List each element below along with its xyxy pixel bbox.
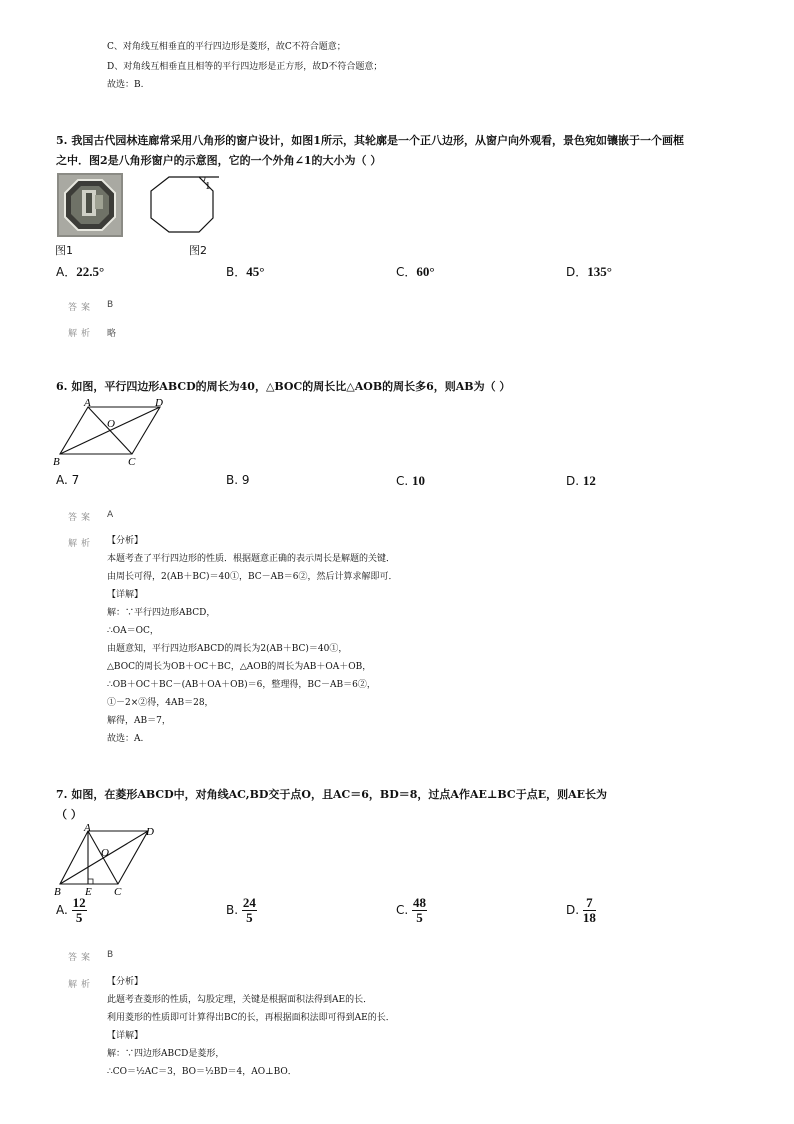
q6-stem: 6. 如图，平行四边形ABCD的周长为40，△BOC的周长比△AOB的周长多6，则AB为（ ） bbox=[56, 380, 511, 393]
q7-analysis-tag: 解析 bbox=[68, 980, 95, 990]
q6-label-d: D bbox=[155, 397, 163, 409]
fraction-numerator: 12 bbox=[72, 895, 86, 910]
q5-option-d[interactable] bbox=[566, 263, 612, 280]
q6-solution-line: ∴OB＋OC＋BC－(AB＋OA＋OB)＝6，整理得，BC－AB＝6②， bbox=[107, 680, 376, 690]
fraction-numerator: 7 bbox=[583, 896, 596, 911]
prev-line-d: D、对角线互相垂直且相等的平行四边形是正方形，故D不符合题意； bbox=[107, 62, 383, 72]
option-letter: B． bbox=[226, 265, 247, 279]
q6-option-b[interactable] bbox=[226, 473, 250, 487]
option-letter: D. bbox=[566, 903, 583, 917]
option-letter: C. bbox=[396, 903, 413, 917]
option-value: 7 bbox=[71, 473, 80, 487]
option-fraction bbox=[412, 896, 427, 925]
option-letter: A. bbox=[56, 903, 72, 917]
q7-solution-line: 利用菱形的性质即可计算得出BC的长，再根据面积法即可得到AE的长． bbox=[107, 1013, 395, 1023]
q6-solution-line: 【分析】 bbox=[107, 536, 144, 546]
q7-option-c[interactable] bbox=[396, 896, 427, 925]
q7-answer-tag: 答案 bbox=[68, 953, 95, 963]
q5-analysis: 略 bbox=[107, 329, 117, 339]
q6-option-c[interactable] bbox=[396, 473, 425, 489]
q7-solution-line: 解：∵四边形ABCD是菱形， bbox=[107, 1049, 225, 1059]
option-value: 10 bbox=[412, 473, 426, 488]
option-letter: C. bbox=[396, 474, 413, 488]
option-fraction bbox=[72, 896, 87, 925]
q5-angle-label: 1 bbox=[205, 180, 211, 192]
option-letter: A. bbox=[56, 473, 72, 487]
fraction-denominator: 18 bbox=[582, 910, 596, 925]
option-letter: B. bbox=[226, 473, 242, 487]
q7-figure-rhombus bbox=[52, 822, 164, 898]
q5-fig1-caption: 图1 bbox=[55, 244, 73, 257]
q7-answer: B bbox=[107, 950, 114, 960]
q5-figure2-octagon bbox=[147, 174, 223, 240]
prev-conclusion: 故选：B. bbox=[107, 80, 144, 90]
q6-solution-line: 本题考查了平行四边形的性质．根据题意正确的表示周长是解题的关键． bbox=[107, 554, 396, 564]
option-value: 12 bbox=[582, 473, 596, 488]
prev-line-c: C、对角线互相垂直的平行四边形是菱形，故C不符合题意； bbox=[107, 42, 346, 52]
option-letter: A． bbox=[56, 265, 77, 279]
option-value: 45° bbox=[246, 264, 265, 279]
option-fraction bbox=[242, 896, 257, 925]
q6-figure-parallelogram bbox=[52, 396, 177, 470]
option-letter: D. bbox=[566, 474, 583, 488]
q6-solution-line: 由题意知，平行四边形ABCD的周长为2(AB＋BC)＝40①， bbox=[107, 644, 348, 654]
option-letter: D． bbox=[566, 265, 588, 279]
q5-option-b[interactable] bbox=[226, 263, 264, 280]
q6-label-b: B bbox=[53, 456, 60, 468]
q5-answer: B bbox=[107, 300, 114, 310]
q6-answer: A bbox=[107, 510, 114, 520]
q7-solution bbox=[107, 973, 395, 1081]
q6-option-d[interactable] bbox=[566, 473, 596, 489]
q6-answer-tag: 答案 bbox=[68, 513, 95, 523]
q6-solution-line: ∴OA＝OC， bbox=[107, 626, 159, 636]
option-letter: C． bbox=[396, 265, 417, 279]
q6-label-a: A bbox=[84, 397, 91, 409]
q5-option-a[interactable] bbox=[56, 263, 104, 280]
q7-label-a: A bbox=[84, 822, 91, 834]
fraction-numerator: 48 bbox=[413, 895, 427, 910]
q6-solution-line: 由周长可得，2(AB＋BC)＝40①，BC－AB＝6②，然后计算求解即可． bbox=[107, 572, 398, 582]
option-value: 9 bbox=[241, 473, 250, 487]
option-value: 22.5° bbox=[76, 264, 105, 279]
q7-option-a[interactable] bbox=[56, 896, 87, 925]
q7-solution-line: ∴CO＝½AC＝3，BO＝½BD＝4，AO⊥BO． bbox=[107, 1067, 297, 1077]
q6-solution-line: 【详解】 bbox=[107, 590, 144, 600]
q5-stem-line1: 5. 我国古代园林连廊常采用八角形的窗户设计，如图1所示，其轮廓是一个正八边形，从窗户向外观看，景色宛如镶嵌于一个画框 bbox=[56, 134, 684, 147]
q6-solution-line: 解：∵平行四边形ABCD， bbox=[107, 608, 216, 618]
q6-solution-line: 故选：A. bbox=[107, 734, 144, 744]
q5-analysis-tag: 解析 bbox=[68, 329, 95, 339]
option-fraction bbox=[583, 896, 596, 925]
q6-solution-line: 解得，AB＝7， bbox=[107, 716, 171, 726]
q6-label-o: O bbox=[107, 418, 115, 430]
q7-label-c: C bbox=[114, 886, 122, 898]
q6-solution-line: △BOC的周长为OB＋OC＋BC，△AOB的周长为AB＋OA＋OB， bbox=[107, 662, 372, 672]
q7-solution-line: 此题考查菱形的性质，勾股定理，关键是根据面积法得到AE的长． bbox=[107, 995, 373, 1005]
q7-option-b[interactable] bbox=[226, 896, 257, 925]
q6-label-c: C bbox=[128, 456, 136, 468]
fraction-denominator: 5 bbox=[246, 910, 253, 925]
q5-option-c[interactable] bbox=[396, 263, 435, 280]
q5-fig2-caption: 图2 bbox=[189, 244, 207, 257]
option-letter: B. bbox=[226, 903, 242, 917]
q6-analysis-tag: 解析 bbox=[68, 539, 95, 549]
q7-solution-line: 【分析】 bbox=[107, 977, 144, 987]
q7-label-b: B bbox=[54, 886, 61, 898]
q6-solution-line: ①－2×②得，4AB＝28， bbox=[107, 698, 214, 708]
option-value: 60° bbox=[416, 264, 435, 279]
q7-stem-line1: 7. 如图，在菱形ABCD中，对角线AC,BD交于点O，且AC＝6，BD＝8，过点A作AE⊥BC于点E，则AE长为 bbox=[56, 788, 607, 801]
q6-option-a[interactable] bbox=[56, 473, 79, 487]
fraction-numerator: 24 bbox=[242, 895, 256, 910]
fraction-denominator: 5 bbox=[75, 910, 83, 925]
q5-stem-line2: 之中．图2是八角形窗户的示意图，它的一个外角∠1的大小为（ ） bbox=[56, 154, 382, 167]
q5-figure1-photo bbox=[57, 173, 123, 237]
q6-solution bbox=[107, 532, 398, 748]
q7-option-d[interactable] bbox=[566, 896, 596, 925]
q7-label-e: E bbox=[85, 886, 92, 898]
option-value: 135° bbox=[587, 264, 612, 279]
q7-label-d: D bbox=[146, 826, 154, 838]
q7-stem-line2: （ ） bbox=[56, 808, 82, 821]
q7-solution-line: 【详解】 bbox=[107, 1031, 144, 1041]
q7-label-o: O bbox=[101, 847, 109, 859]
fraction-denominator: 5 bbox=[416, 910, 423, 925]
q5-answer-tag: 答案 bbox=[68, 303, 95, 313]
